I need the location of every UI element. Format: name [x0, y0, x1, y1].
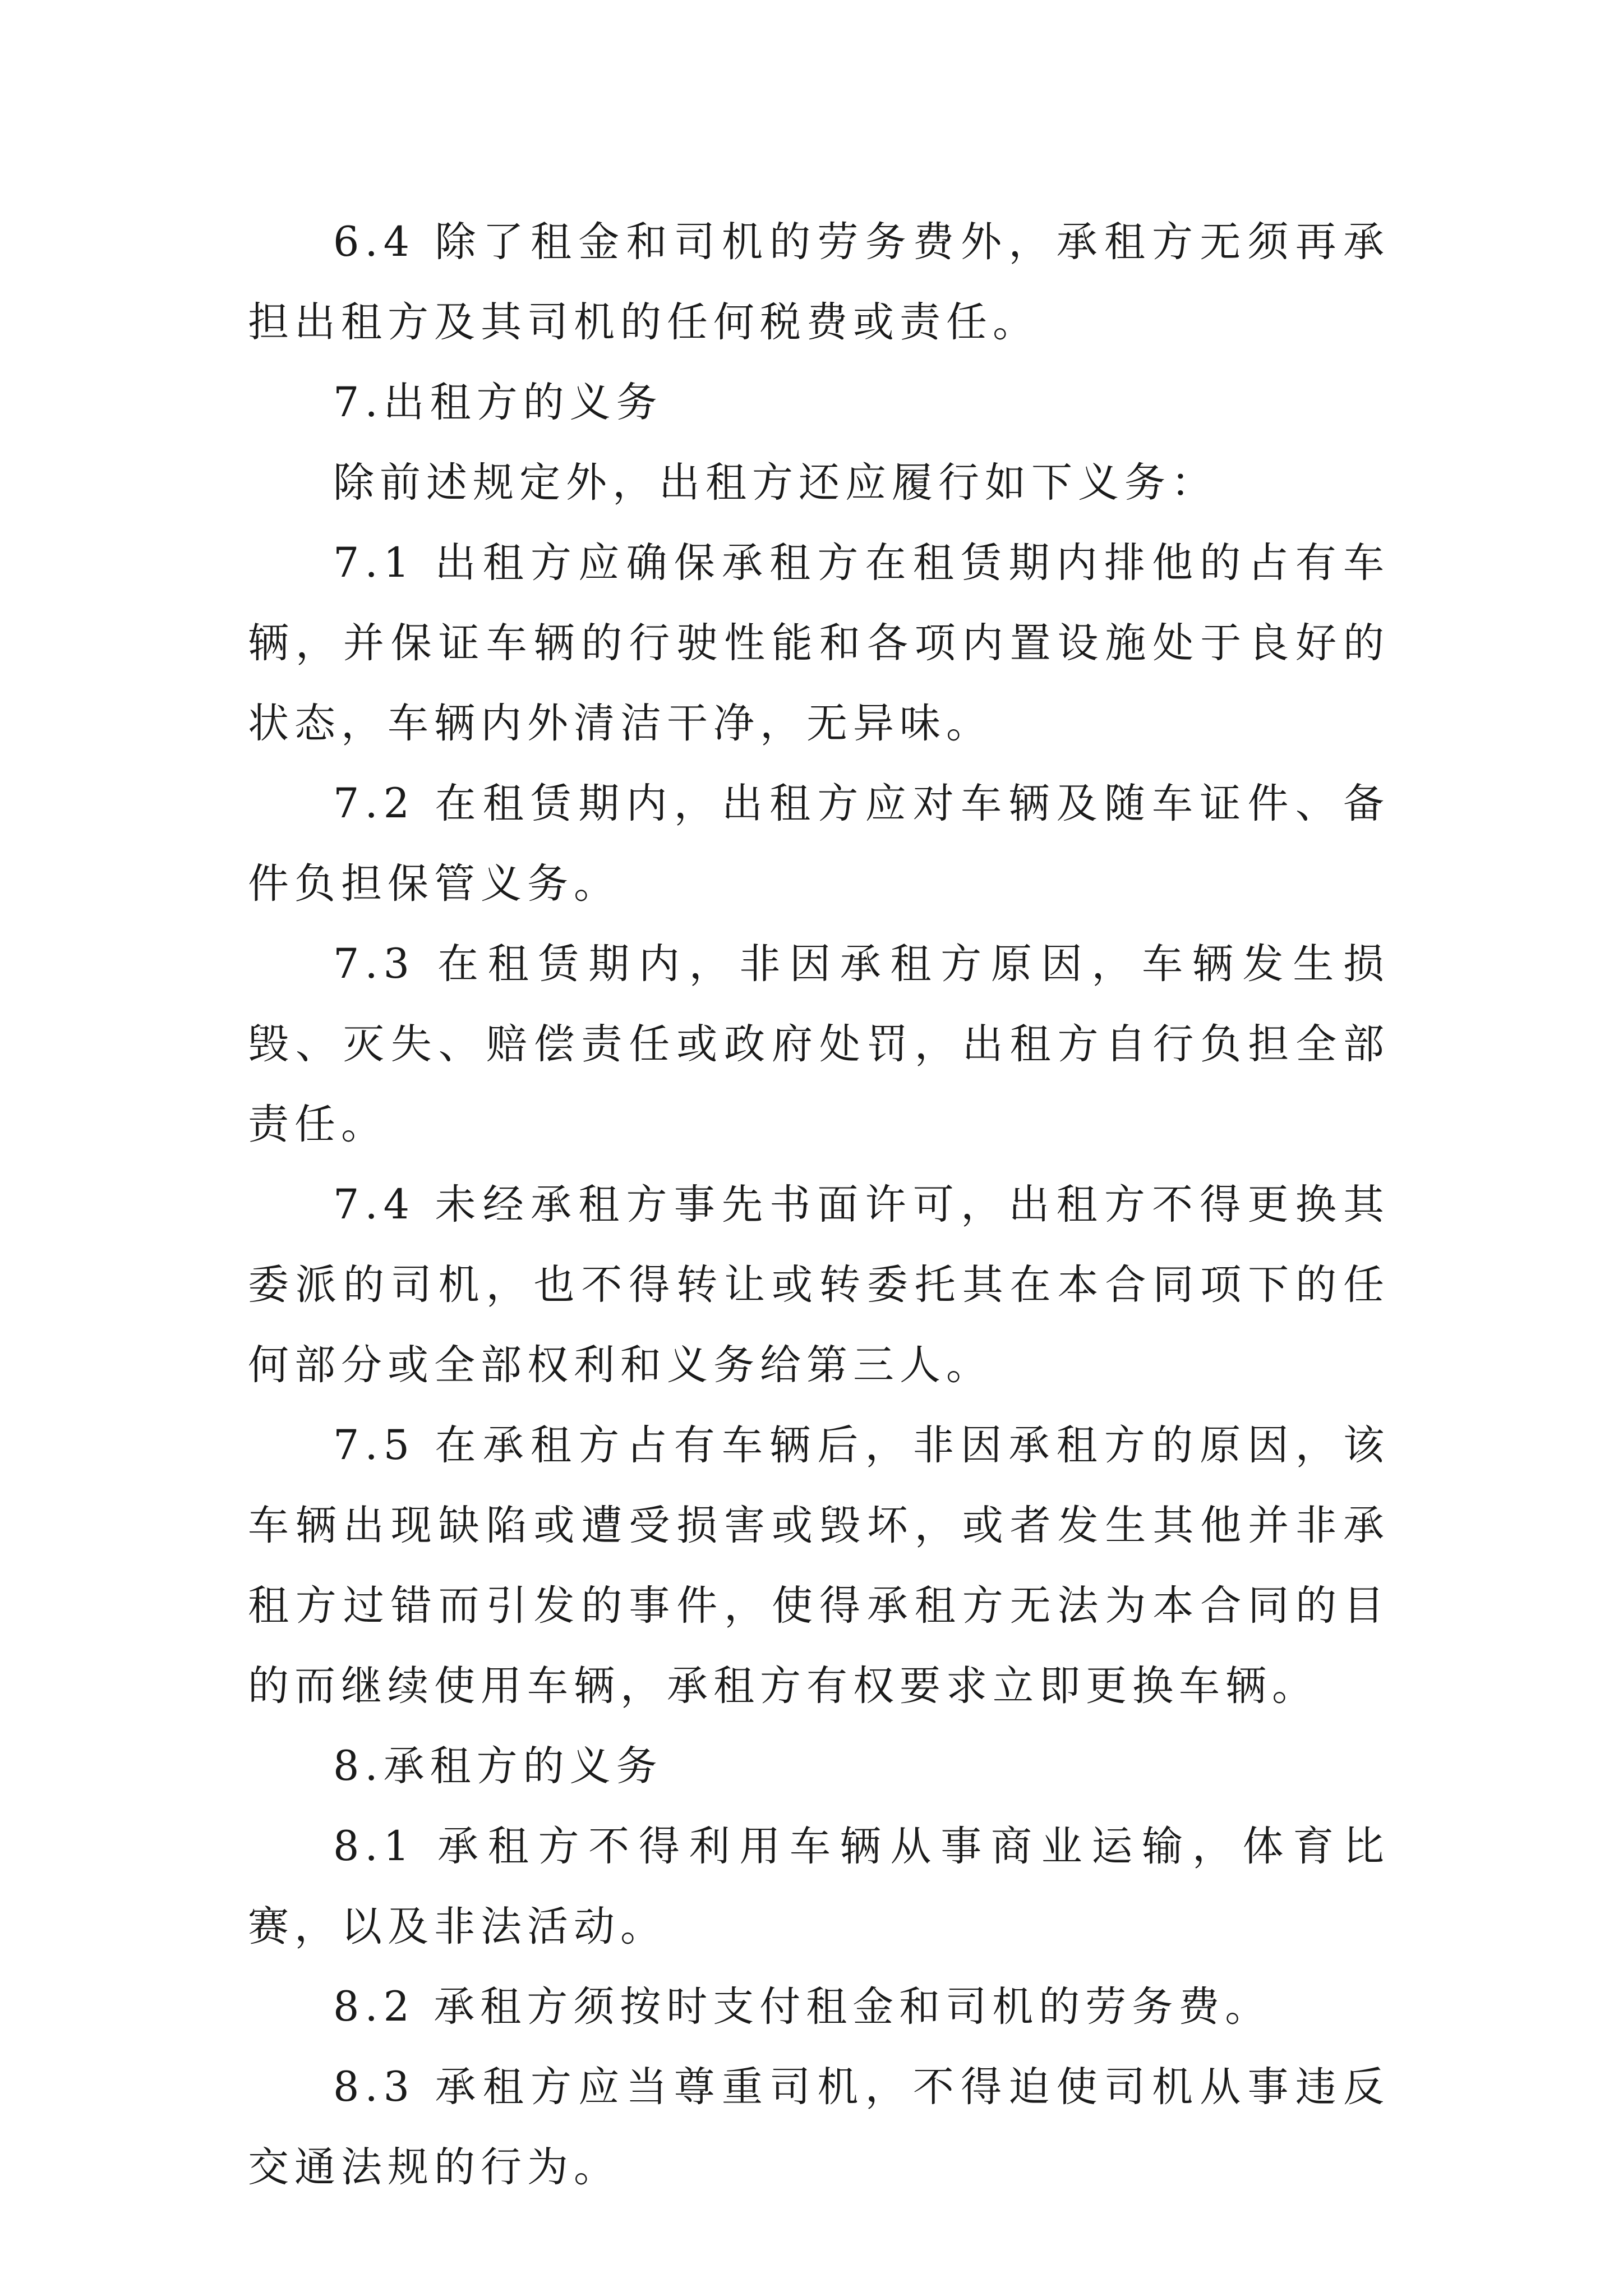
clause-8-3: 8.3 承租方应当尊重司机，不得迫使司机从事违反交通法规的行为。	[248, 2063, 1390, 2191]
clause-7-5: 7.5 在承租方占有车辆后，非因承租方的原因，该车辆出现缺陷或遭受损害或毁坏，或者发生其他并非承租方过错而引发的事件，使得承租方无法为本合同的目的而继续使用车辆，承租方有权要求立即更换车辆。	[248, 1421, 1390, 1710]
clause-8-2: 8.2 承租方须按时支付租金和司机的劳务费。	[333, 1983, 1272, 2031]
section-7-intro: 除前述规定外，出租方还应履行如下义务：	[333, 459, 1218, 507]
clause-7-2: 7.2 在租赁期内，出租方应对车辆及随车证件、备件负担保管义务。	[248, 780, 1390, 908]
clause-6-4: 6.4 除了租金和司机的劳务费外，承租方无须再承担出租方及其司机的任何税费或责任。	[248, 218, 1390, 346]
section-7-heading: 7.出租方的义务	[333, 379, 663, 426]
clause-8-1: 8.1 承租方不得利用车辆从事商业运输，体育比赛，以及非法活动。	[248, 1823, 1390, 1950]
clause-7-1: 7.1 出租方应确保承租方在租赁期内排他的占有车辆，并保证车辆的行驶性能和各项内置设施处于良好的状态，车辆内外清洁干净，无异味。	[248, 539, 1390, 747]
section-8-heading: 8.承租方的义务	[333, 1742, 663, 1790]
clause-7-3: 7.3 在租赁期内，非因承租方原因，车辆发生损毁、灭失、赔偿责任或政府处罚，出租方自行负担全部责任。	[248, 940, 1390, 1148]
document-body	[248, 202, 1390, 2207]
clause-7-4: 7.4 未经承租方事先书面许可，出租方不得更换其委派的司机，也不得转让或转委托其在本合同项下的任何部分或全部权利和义务给第三人。	[248, 1181, 1390, 1389]
